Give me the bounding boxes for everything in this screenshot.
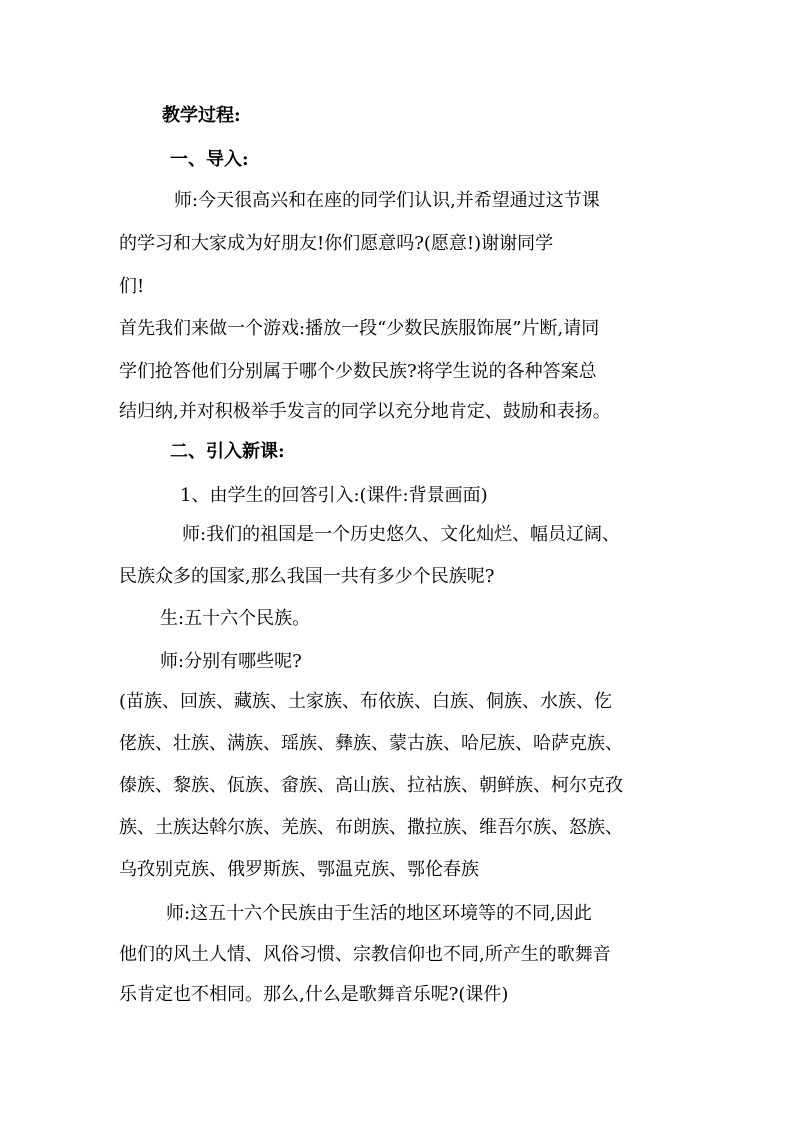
subsection-title: 1、由学生的回答引入:(课件:背景画面) bbox=[180, 485, 488, 506]
section-title-new-lesson: 二、引入新课: bbox=[170, 441, 285, 462]
ethnic-list-line: 傣族、黎族、佤族、畲族、高山族、拉祜族、朝鲜族、柯尔克孜 bbox=[119, 775, 623, 796]
paragraph-line: 师:这五十六个民族由于生活的地区环境等的不同,因此 bbox=[166, 903, 592, 924]
paragraph-line: 结归纳,并对积极举手发言的同学以充分地肯定、鼓励和表扬。 bbox=[119, 401, 611, 422]
heading: 教学过程: bbox=[162, 105, 241, 126]
ethnic-list-line: (苗族、回族、藏族、土家族、布依族、白族、侗族、水族、仡 bbox=[119, 691, 613, 712]
paragraph-line: 师:今天很高兴和在座的同学们认识,并希望通过这节课 bbox=[174, 190, 600, 211]
section-title-intro: 一、导入: bbox=[170, 149, 249, 170]
ethnic-list-line: 族、土族达斡尔族、羌族、布朗族、撒拉族、维吾尔族、怒族、 bbox=[119, 817, 623, 838]
teacher-question: 师:分别有哪些呢? bbox=[160, 651, 302, 672]
paragraph-line: 乐肯定也不相同。那么,什么是歌舞音乐呢?(课件) bbox=[119, 984, 509, 1005]
student-answer: 生:五十六个民族。 bbox=[160, 608, 311, 629]
paragraph-line: 他们的风土人情、风俗习惯、宗教信仰也不同,所产生的歌舞音 bbox=[119, 944, 611, 965]
paragraph-line: 的学习和大家成为好朋友!你们愿意吗?(愿意!)谢谢同学 bbox=[119, 233, 554, 254]
ethnic-list-line: 乌孜别克族、俄罗斯族、鄂温克族、鄂伦春族 bbox=[119, 859, 479, 880]
paragraph-line: 们! bbox=[119, 276, 145, 297]
ethnic-list-line: 佬族、壮族、满族、瑶族、彝族、蒙古族、哈尼族、哈萨克族、 bbox=[119, 733, 623, 754]
paragraph-line: 学们抢答他们分别属于哪个少数民族?将学生说的各种答案总 bbox=[119, 361, 597, 382]
paragraph-line: 民族众多的国家,那么我国一共有多少个民族呢? bbox=[119, 566, 495, 587]
paragraph-line: 首先我们来做一个游戏:播放一段“少数民族服饰展”片断,请同 bbox=[119, 318, 600, 339]
paragraph-line: 师:我们的祖国是一个历史悠久、文化灿烂、幅员辽阔、 bbox=[182, 524, 621, 545]
